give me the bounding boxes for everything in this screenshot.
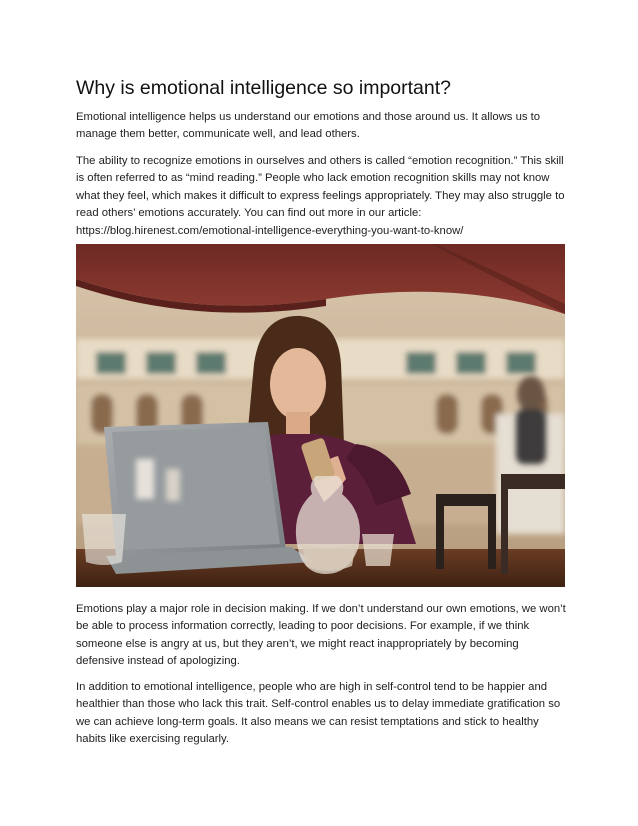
paragraph-emotion-recognition-text: The ability to recognize emotions in ourselves and others is called “emotion recognition.” This skill is often referred to as “mind reading.” People who lack emotion recognition skills may not know what they feel, which makes it difficult to express feelings appropriately. They may also struggle to read others’ emotions accurately. You can find out more in our article: — [76, 155, 565, 220]
article-title: Why is emotional intelligence so important? — [76, 77, 452, 99]
paragraph-decision-making: Emotions play a major role in decision making. If we don’t understand our own emotions, we won’t be able to process information correctly, leading to poor decisions. For example, if we think someone else is angry at us, but they aren’t, we might react inappropriately by becoming defensive instead of apologizing. — [76, 603, 566, 668]
woman-with-laptop-photo — [76, 244, 565, 587]
article-link[interactable]: https://blog.hirenest.com/emotional-intelligence-everything-you-want-to-know/ — [76, 224, 464, 237]
paragraph-intro: Emotional intelligence helps us understand our emotions and those around us. It allows us to manage them better, communicate well, and lead others. — [76, 111, 541, 141]
paragraph-self-control: In addition to emotional intelligence, people who are high in self-control tend to be happier and healthier than those who lack this trait. Self-control enables us to delay immediate gratification so we can achieve long-term goals. It also means we can resist temptations and stick to healthy habits like exercising regularly. — [76, 681, 561, 746]
paragraph-emotion-recognition — [76, 153, 566, 240]
